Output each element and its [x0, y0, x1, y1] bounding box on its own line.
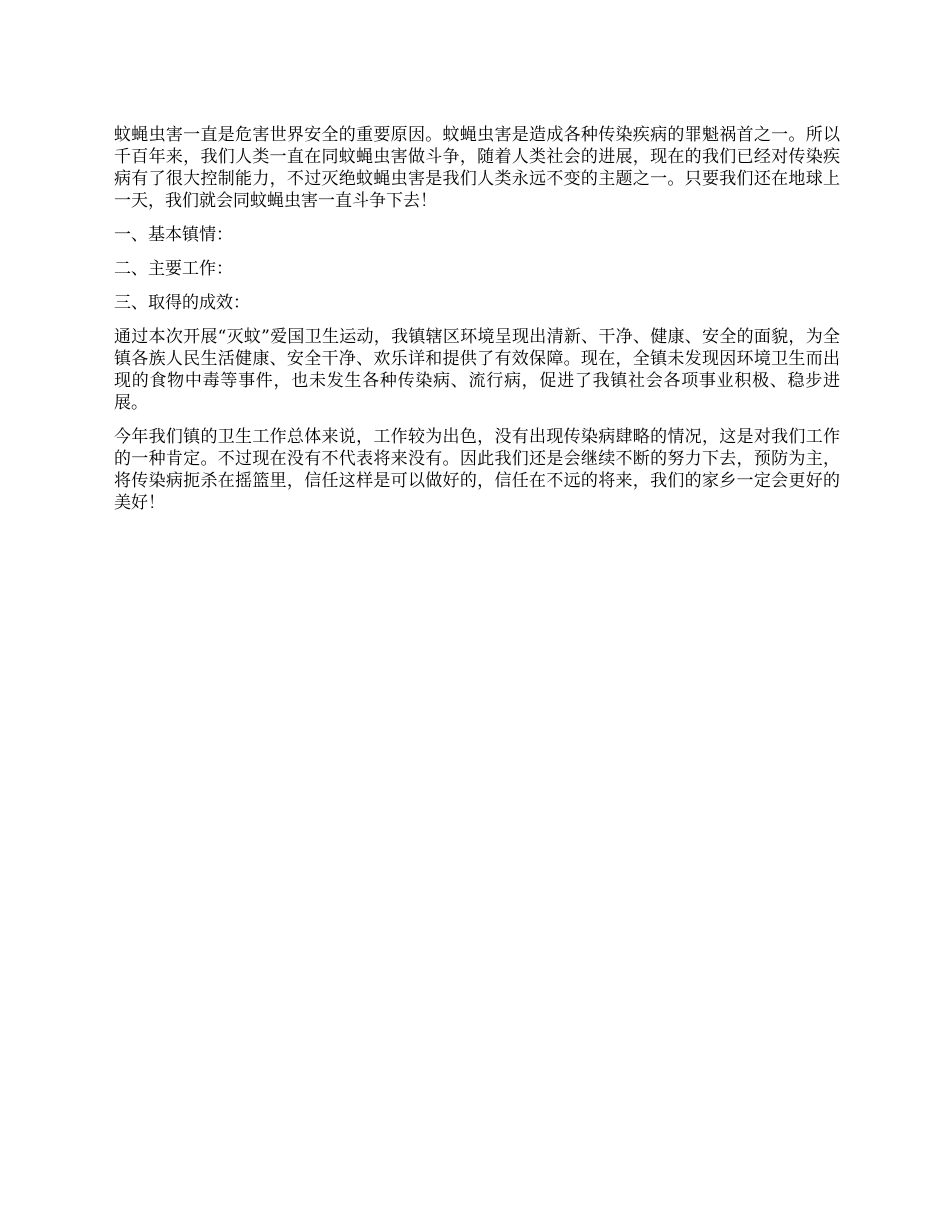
- section-heading-basic-situation: 一、基本镇情：: [114, 225, 233, 245]
- intro-paragraph: 蚊蝇虫害一直是危害世界安全的重要原因。蚊蝇虫害是造成各种传染疾病的罪魁祸首之一。所以千百年来，我们人类一直在同蚊蝇虫害做斗争，随着人类社会的进展，现在的我们已经对传染疾病有了很大控制能力，不过灭绝蚊蝇虫害是我们人类永远不变的主题之一。只要我们还在地球上一天，我们就会同蚊蝇虫害一直斗争下去！: [114, 125, 840, 211]
- section-heading-achievements: 三、取得的成效：: [114, 293, 250, 313]
- section-heading-main-work: 二、主要工作：: [114, 259, 233, 279]
- achievements-paragraph: 通过本次开展“灭蚊”爱国卫生运动，我镇辖区环境呈现出清新、干净、健康、安全的面貌，为全镇各族人民生活健康、安全干净、欢乐详和提供了有效保障。现在，全镇未发现因环境卫生而出现的食物中毒等事件，也未发生各种传染病、流行病，促进了我镇社会各项事业积极、稳步进展。: [114, 327, 840, 413]
- summary-paragraph: 今年我们镇的卫生工作总体来说，工作较为出色，没有出现传染病肆略的情况，这是对我们工作的一种肯定。不过现在没有不代表将来没有。因此我们还是会继续不断的努力下去，预防为主，将传染病扼杀在摇篮里，信任这样是可以做好的，信任在不远的将来，我们的家乡一定会更好的美好！: [114, 427, 840, 513]
- document-page: [114, 124, 840, 526]
